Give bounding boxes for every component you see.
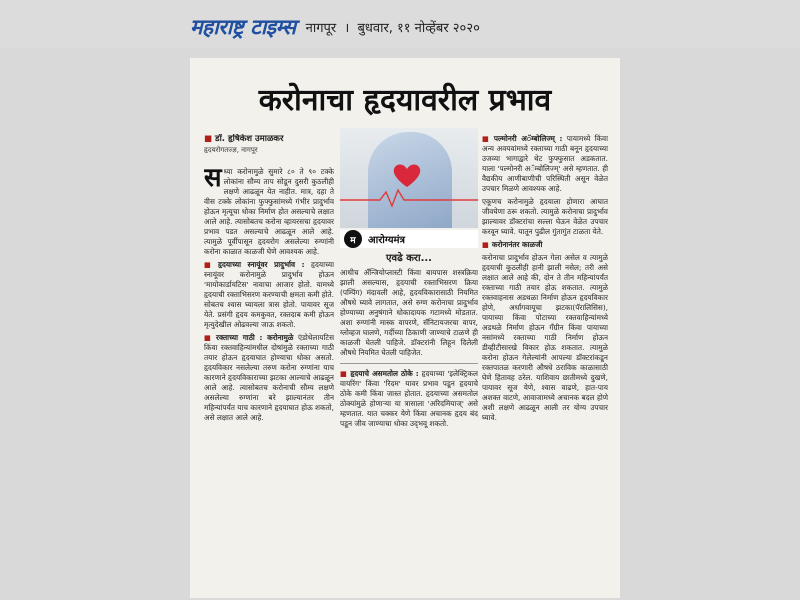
health-box-title: आरोग्यमंत्र (368, 235, 406, 246)
dateline-date: बुधवार, ११ नोव्हेंबर २०२० (357, 21, 480, 36)
health-box-banner (340, 230, 478, 248)
bullet-icon: ■ (204, 333, 214, 342)
bullet-icon: ■ (204, 260, 215, 269)
column-left (204, 134, 334, 594)
author-name: ■ डॉ. हृषिकेश उमाळकर (204, 134, 284, 144)
section-title: हृदयाचे असमतोल ठोके : (350, 369, 419, 378)
bullet-icon: ■ (204, 134, 213, 144)
heart-illustration-icon (392, 162, 422, 188)
section-blood-clots: ■ रक्ताच्या गाठी : करोनामुळे एंडोथेलायटिस किंवा रक्तवाहिन्यांमधील दोषांमुळे रक्ताच्या गाठी तयार होऊन हृदयाघात होण्याचा धोका असतो. हृदयविकार नसलेल्या तरुण करोना रुग्णांना याच कारणाने हृदयविकाराच्या झटका आल्याचे आढळून आले आहे. त्यासोबतच करोनाची सौम्य लक्षणे असलेल्या रुग्णांना बरे झाल्यानंतर तीन महिन्यांपर्यंत याच कारणाने हृदयाघात होऊ शकतो, असे लक्षात आले आहे. (204, 333, 334, 422)
section-title: ■ करोनानंतर काळजी (482, 240, 543, 249)
heart-illustration (340, 128, 478, 228)
column-right (482, 134, 608, 594)
section-myocarditis: ■ हृदयाच्या स्नायूंवर प्रादुर्भाव : हृदयाच्या स्नायूंवर करोनामुळे प्रादुर्भाव होऊन 'मायोकार्डायटिस' नावाचा आजार होतो. यामध्ये हृदयाची रक्ताभिसरण करण्याची क्षमता कमी होते. सोबतच श्वास घ्यायला त्रास होतो. पायावर सूज येते. प्रसंगी हृदय कमकुवत, रक्तदाब कमी होऊन मृत्युदेखील ओढवल्या जाऊ शकतो. (204, 260, 334, 329)
summary-paragraph: एकूणच करोनामुळे हृदयाला होणारा आघात जीवघेणा ठरू शकतो. त्यामुळे करोनाचा प्रादुर्भाव झाल्यावर डॉक्टरांचा सल्ला घेऊन वेळेत उपचार करवून घ्यावे. यातून पुढील गुंतागुंत टाळता येते. (482, 197, 608, 236)
dropcap: स (204, 163, 222, 193)
divider (340, 363, 478, 364)
intro-paragraph: सध्या करोनामुळे सुमारे ८० ते ९० टक्के लोकांना सौम्य ताप सोडून दुसरी कुठलीही लक्षणे आढळून येत नाहीत. मात्र, दहा ते वीस टक्के लोकांना फुफ्फुसांमध्ये गंभीर प्रादुर्भाव होऊन मृत्यूचा धोका निर्माण होत असल्याचे लक्षात आले आहे. त्यासोबतच करोना व्हायरसचा हृदयावर प्रभाव पडत असल्याचे आढळून आले आहे. त्यामुळे पूर्वीपासून हृदयरोग असलेल्या रुग्णांनी करोना काळात काळजी घेणे आवश्यक आहे. (204, 163, 334, 256)
article-headline: करोनाचा हृदयावरील प्रभाव (258, 83, 552, 118)
section-pulmonary-embolism: ■ पल्मोनरी अॅम्बोलिज्म् : पायामध्ये किंवा अन्य अवयवांमध्ये रक्ताच्या गाठी बनून हृदयाच्या उजव्या भागाद्वारे थेट फुफ्फुसात अडकतात. याला 'पल्मोनरी अॅम्बोलिज्म्' असे म्हणतात. ही वैद्यकीय आणीबाणीची परिस्थिती असून वेळेत उपचार मिळणे आवश्यक आहे. (482, 134, 608, 193)
bullet-icon: ■ (340, 369, 348, 378)
dateline (306, 18, 480, 36)
bullet-icon: ■ (482, 240, 489, 249)
box-body: आधीच अँन्जियोप्लास्टी किंवा बायपास शस्त्रक्रिया झाली असल्यास, हृदयाची रक्ताभिसरण क्रिया (पम्पिंग) मंदावली आहे, हृदयविकारासाठी नियमित औषधे घ्यावे लागतात, असे रुग्ण करोनाचा प्रादुर्भाव होण्याच्या अनुषंगाने धोकादायक गटामध्ये मोडतात. अशा रुग्णांनी मास्क वापरणे, सॅनिटायजरचा वापर, ग्लोव्हज घालणे, गर्दीच्या ठिकाणी जाण्याचे टाळणे ही काळजी घेतली पाहिजे. डॉक्टरांनी लिहून दिलेली औषधे नियमित घेतली पाहिजेत. (340, 268, 478, 357)
newspaper-clipping (190, 58, 620, 598)
section-title: पल्मोनरी अॅम्बोलिज्म् : (493, 134, 563, 143)
newspaper-logo: महाराष्ट्र टाइम्स (190, 14, 296, 39)
dateline-separator: । (344, 21, 350, 36)
section-title: हृदयाच्या स्नायूंवर प्रादुर्भाव : (217, 260, 305, 269)
section-post-covid-care: करोनाचा प्रादुर्भाव होऊन गेला असेल व त्यामुळे हृदयाची कुठलीही हानी झाली नसेल; तरी असे लक्षात आले आहे की, दोन ते तीन महिन्यांपर्यंत रक्ताच्या गाठी तयार होऊ शकतात. त्यामुळे रक्तवाहनास अडथळा निर्माण होऊन हृदयविकार होणे, अर्धांगवायूचा झटका(पॅरालिसिस), पायाच्या किंवा पोटाच्या रक्तवाहिन्यांमध्ये अडथळे निर्माण होऊन गँग्रीन किंवा पायाच्या नसांमध्ये रक्ताच्या गाठी निर्माण होऊन डीव्हीटीसारखे विकार होऊ शकतात. त्यामुळे करोना होऊन गेलेल्यांनी आपल्या डॉक्टरांकडून रक्तपातळ करणारी औषधे ठराविक काळासाठी घेणे हितावह ठरेल. याशिवाय छातीमध्ये दुखणे, पायावर सूज येणे, श्वास वाढणे, हात-पाय अशक्त वाटणे, आवाजामध्ये अचानक बदल होणे अशी लक्षणे आढळून आली तर योग्य उपचार घ्यावे. (482, 253, 608, 422)
bullet-icon: ■ (482, 134, 491, 143)
dateline-city: नागपूर (305, 21, 337, 36)
box-heading: एवढे करा... (386, 253, 432, 264)
column-middle (340, 252, 478, 594)
ecg-line-icon (340, 188, 478, 208)
health-badge-icon: म (344, 230, 362, 248)
masthead (190, 12, 610, 42)
section-title: रक्ताच्या गाठी : करोनामुळे (216, 333, 294, 342)
section-arrhythmia: ■ हृदयाचे असमतोल ठोके : हृदयाच्या 'इलेक्ट्रिकल वायरिंग' किंवा 'रिदम' यावर प्रभाव पडून हृदयाचे ठोके कमी किंवा जास्त होतात. हृदयाच्या असमतोल ठोक्यांमुळे होणाऱ्या या त्रासाला 'अरिदमियाज्' असे म्हणतात. यात चक्कर येणे किंवा अचानक हृदय बंद पडून जीव जाण्याचा धोका उद्‌भवू शकतो. (340, 369, 478, 428)
author-role: हृदयरोगतज्ज्ञ, नागपूर (204, 146, 258, 154)
